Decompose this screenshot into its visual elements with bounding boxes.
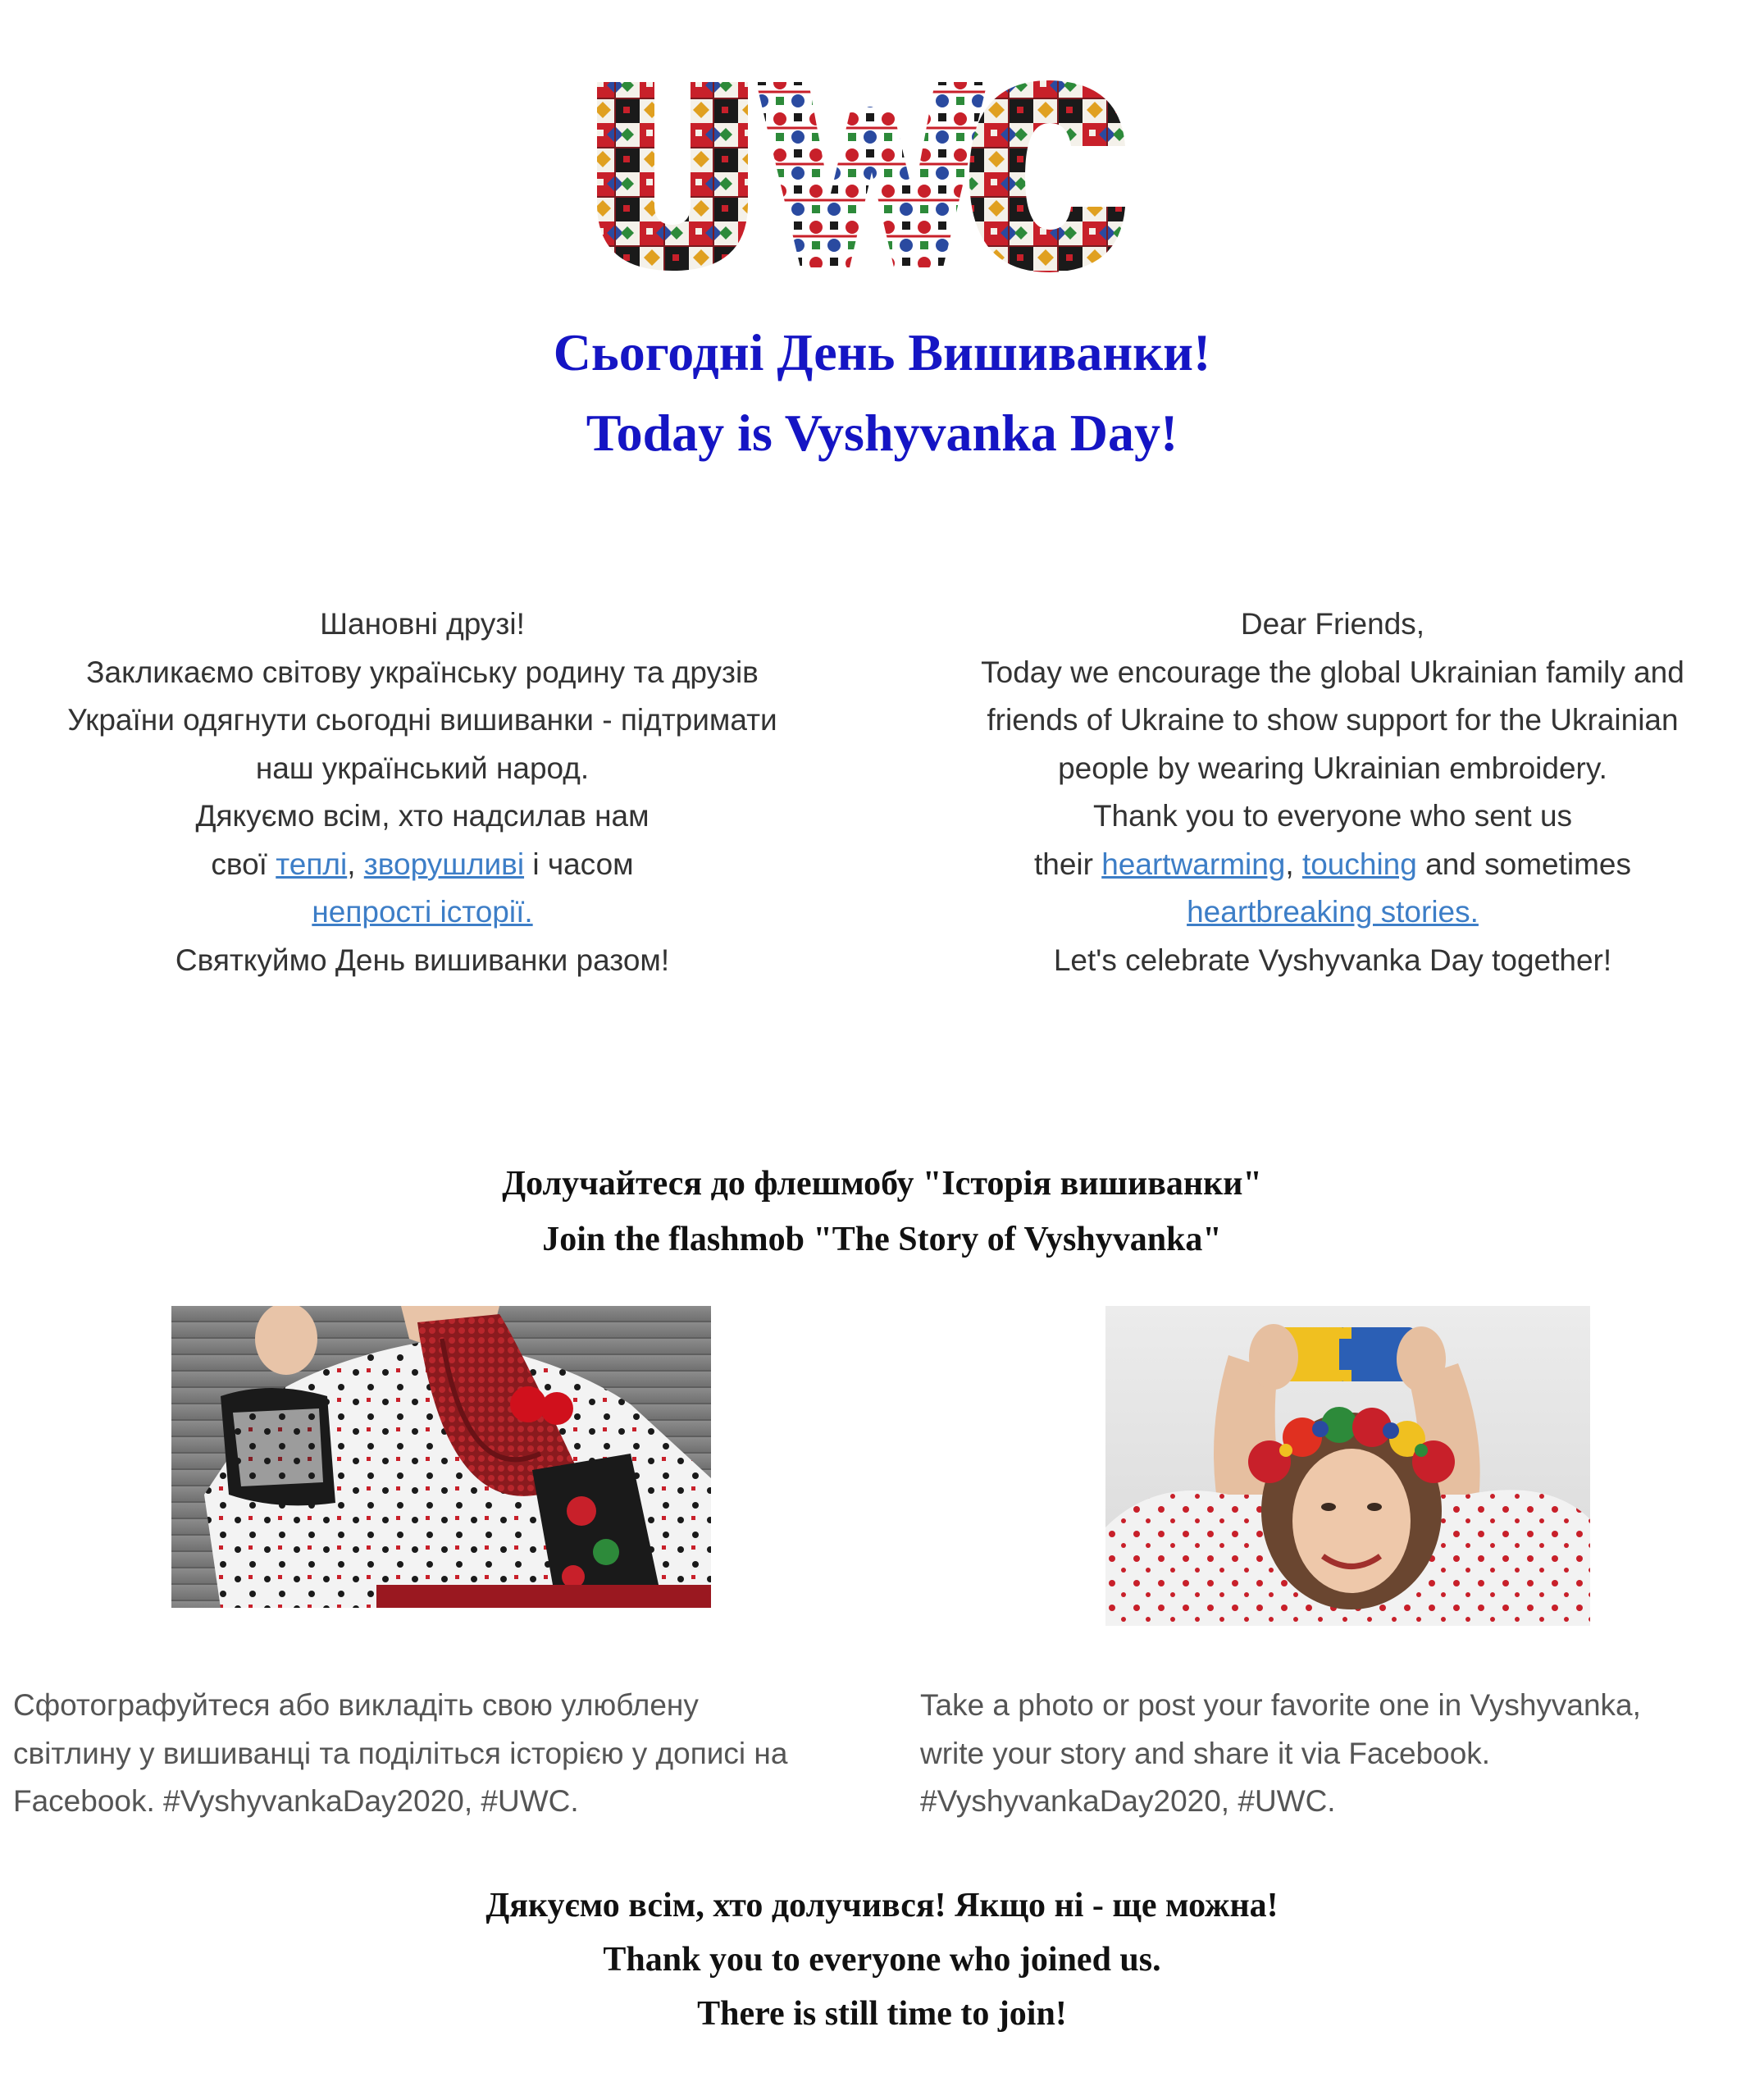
instructions-line: Сфотографуйтеся або викладіть свою улюблену xyxy=(13,1688,699,1722)
greeting-ukrainian xyxy=(33,600,812,984)
greeting-line-link xyxy=(935,888,1730,937)
text-fragment: and sometimes xyxy=(1416,847,1632,881)
link-touching-stories[interactable]: touching xyxy=(1301,847,1417,881)
instructions-ukrainian xyxy=(13,1682,874,1826)
link-heartwarming-stories[interactable]: heartwarming xyxy=(1101,847,1286,881)
photo-embroidered-blouse xyxy=(171,1306,711,1608)
greeting-salutation: Dear Friends, xyxy=(1240,607,1425,641)
logo-letter-w xyxy=(756,82,987,267)
flashmob-heading-english: Join the flashmob "The Story of Vyshyvanka" xyxy=(542,1221,1222,1258)
greeting-english xyxy=(935,600,1730,984)
text-fragment: і часом xyxy=(524,847,634,881)
flashmob-heading-ukrainian: Долучайтеся до флешмобу "Історія вишиванки" xyxy=(502,1165,1262,1203)
greeting-line: Дякуємо всім, хто надсилав нам xyxy=(195,799,650,833)
greeting-line-link xyxy=(33,888,812,937)
thanks-ukrainian: Дякуємо всім, хто долучився! Якщо ні - ще можна! xyxy=(485,1887,1279,1924)
photo-woman-with-phone xyxy=(1105,1306,1590,1626)
greeting-line-links xyxy=(33,841,812,889)
greeting-salutation: Шановні друзі! xyxy=(320,607,525,641)
greeting-line: Today we encourage the global Ukrainian family and xyxy=(981,655,1684,689)
instructions-line: Facebook. #VyshyvankaDay2020, #UWC. xyxy=(13,1784,579,1818)
instructions-line: #VyshyvankaDay2020, #UWC. xyxy=(920,1784,1336,1818)
greeting-closing: Let's celebrate Vyshyvanka Day together! xyxy=(1053,943,1612,977)
headline-ukrainian: Сьогодні День Вишиванки! xyxy=(553,323,1211,381)
link-heartbreaking-stories[interactable]: heartbreaking stories. xyxy=(1187,895,1479,929)
greeting-line-links xyxy=(935,841,1730,889)
text-fragment: , xyxy=(1285,847,1302,881)
link-difficult-stories[interactable]: непрості історії. xyxy=(312,895,533,929)
text-fragment: their xyxy=(1033,847,1102,881)
instructions-english xyxy=(920,1682,1740,1826)
logo-letter-c xyxy=(969,80,1125,272)
instructions-line: write your story and share it via Facebook. xyxy=(920,1736,1491,1770)
thanks-english: Thank you to everyone who joined us. xyxy=(603,1941,1161,1979)
instructions-line: світлину у вишиванці та поділіться історією у дописі на xyxy=(13,1736,788,1770)
greeting-closing: Святкуймо День вишиванки разом! xyxy=(175,943,670,977)
logo-letter-u xyxy=(597,82,748,271)
greeting-line: Закликаємо світову українську родину та друзів xyxy=(86,655,759,689)
text-fragment: , xyxy=(347,847,364,881)
link-warm-stories[interactable]: теплі xyxy=(276,847,348,881)
greeting-line: friends of Ukraine to show support for the Ukrainian xyxy=(987,703,1679,737)
still-time-to-join: There is still time to join! xyxy=(697,1995,1067,2033)
headline-english: Today is Vyshyvanka Day! xyxy=(586,404,1178,462)
text-fragment: свої xyxy=(211,847,276,881)
greeting-line: Thank you to everyone who sent us xyxy=(1092,799,1573,833)
link-touching-stories[interactable]: зворушливі xyxy=(363,847,525,881)
uwc-logo xyxy=(590,74,1132,279)
instructions-line: Take a photo or post your favorite one in Vyshyvanka, xyxy=(920,1688,1641,1722)
greeting-line: наш український народ. xyxy=(255,751,590,785)
greeting-line: України одягнути сьогодні вишиванки - підтримати xyxy=(67,703,777,737)
greeting-line: people by wearing Ukrainian embroidery. xyxy=(1058,751,1607,785)
